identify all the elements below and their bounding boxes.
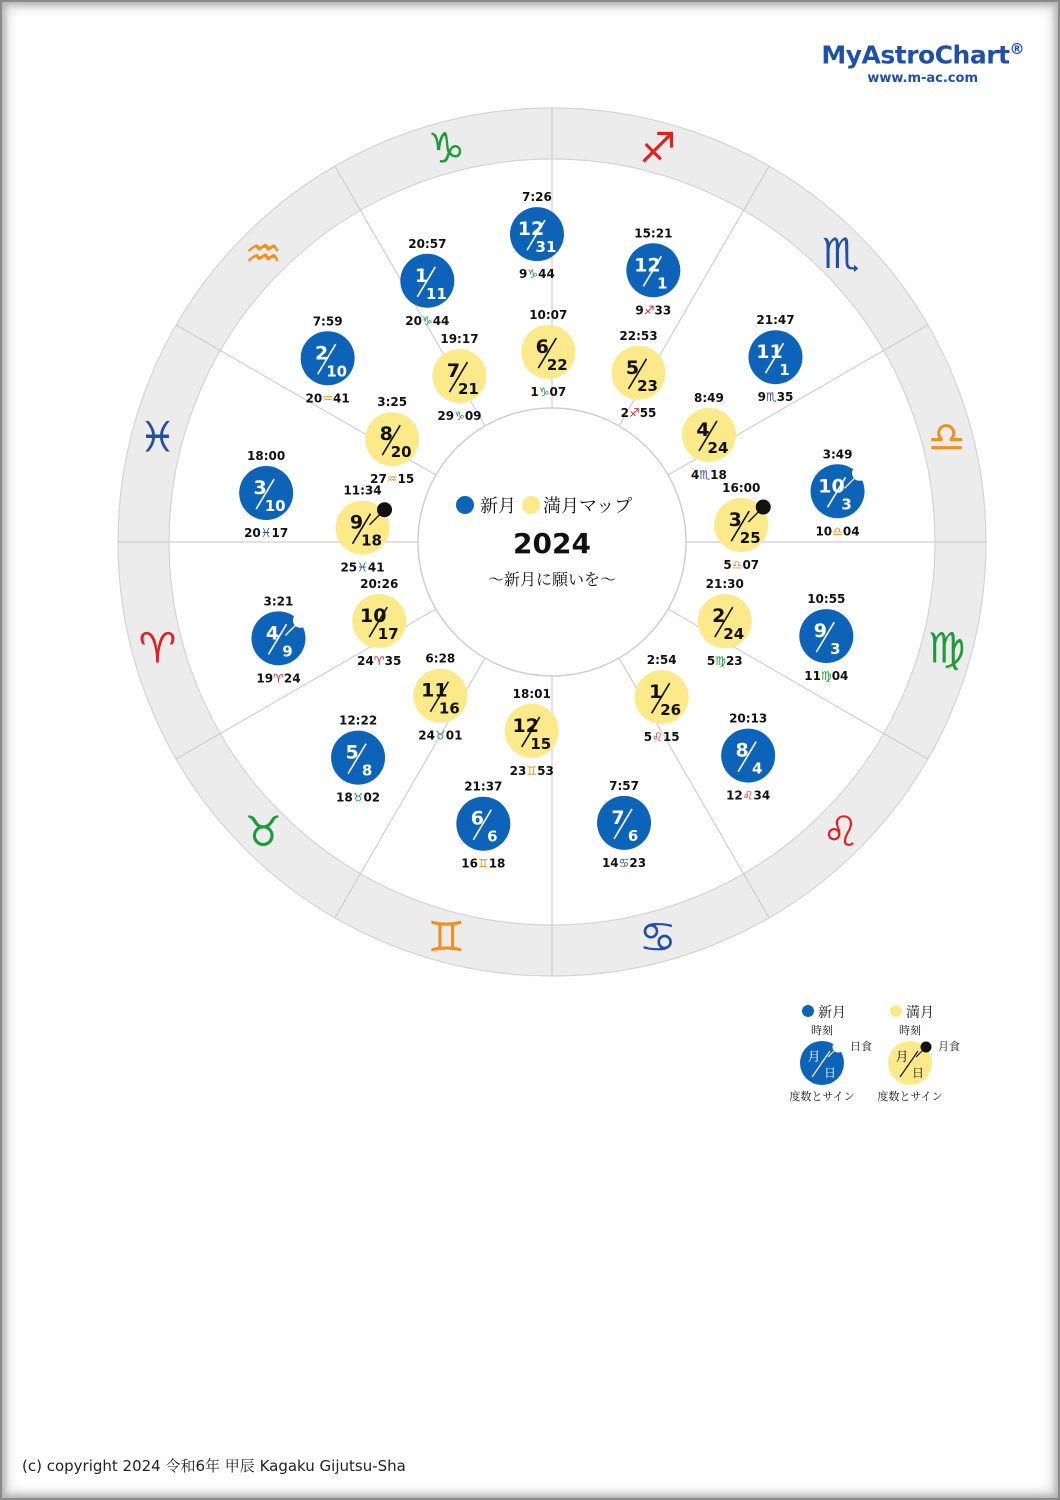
moon-day: 25 — [739, 529, 761, 548]
moon-degree-sign — [405, 314, 449, 328]
moon-degree-sign — [691, 468, 727, 482]
leo-icon: ♌ — [652, 730, 663, 745]
capricorn-icon: ♑ — [421, 313, 433, 328]
moon-time: 22:53 — [619, 328, 658, 343]
moon-degree-sign — [723, 558, 759, 572]
aries-icon: ♈ — [273, 671, 284, 686]
moon-minute: 23 — [629, 855, 647, 870]
moon-day: 11 — [425, 284, 447, 303]
moon-degree-sign — [306, 391, 350, 405]
moon-degree-sign — [461, 857, 505, 871]
moon-day: 23 — [637, 376, 658, 395]
moon-time: 21:47 — [756, 313, 795, 328]
aquarius-icon: ♒ — [386, 472, 398, 487]
moon-month: 6 — [535, 336, 549, 359]
new-moon-3-10[interactable] — [239, 449, 293, 540]
moon-month: 9 — [813, 620, 827, 643]
lunar-eclipse-icon — [377, 502, 392, 517]
aquarius-icon: ♒ — [322, 391, 334, 406]
moon-time: 20:13 — [729, 711, 768, 726]
moon-time: 6:28 — [425, 651, 456, 666]
moon-day: 17 — [377, 625, 399, 644]
moon-month: 7 — [446, 360, 461, 383]
moon-month: 1 — [649, 681, 663, 704]
moon-minute: 33 — [654, 303, 672, 318]
moon-minute: 35 — [776, 390, 794, 405]
virgo-icon: ♍ — [927, 623, 966, 673]
moon-degree-sign — [530, 385, 566, 399]
moon-minute: 01 — [445, 728, 463, 743]
center-new-label: 新月 — [480, 496, 516, 517]
moon-month: 7 — [611, 806, 625, 829]
lunar-eclipse-icon — [756, 500, 771, 515]
new-moon-dot-icon — [456, 496, 474, 514]
moon-time: 20:26 — [360, 577, 399, 592]
moon-time: 3:25 — [377, 395, 408, 410]
moon-minute: 09 — [464, 409, 482, 424]
moon-time: 3:49 — [822, 447, 853, 462]
scorpio-icon: ♏ — [822, 229, 860, 279]
moon-degree: 2 — [620, 405, 629, 420]
moon-degree-sign — [256, 671, 300, 685]
moon-minute: 18 — [710, 467, 727, 482]
moon-minute: 18 — [488, 856, 506, 871]
moon-time: 12:22 — [338, 713, 378, 728]
moon-day: 3 — [841, 495, 852, 514]
moon-degree: 27 — [370, 472, 387, 487]
moon-day: 3 — [830, 640, 841, 659]
taurus-icon: ♉ — [352, 790, 364, 805]
moon-degree-sign — [621, 406, 657, 420]
moon-degree: 20 — [244, 526, 261, 541]
moon-minute: 23 — [725, 654, 743, 669]
moon-month: 11 — [756, 341, 783, 364]
moon-degree: 20 — [405, 313, 422, 328]
moon-degree: 4 — [691, 467, 700, 482]
moon-degree: 25 — [340, 560, 358, 575]
moon-month: 3 — [253, 477, 267, 500]
full-moon-7-21[interactable] — [432, 332, 486, 423]
virgo-icon: ♍ — [715, 654, 726, 669]
moon-time: 3:21 — [263, 594, 294, 609]
moon-degree: 9 — [757, 390, 766, 405]
center-subtitle: 〜新月に願いを〜 — [487, 570, 617, 589]
legend — [789, 1004, 960, 1103]
scorpio-icon: ♏ — [699, 467, 711, 482]
moon-day: 24 — [707, 438, 729, 457]
gemini-icon: ♊ — [427, 912, 466, 962]
gemini-icon: ♊ — [526, 763, 538, 778]
moon-month: 1 — [414, 264, 428, 287]
moon-day: 20 — [390, 443, 412, 462]
legend-time-label: 時刻 — [811, 1024, 833, 1037]
legend-day-label: 日 — [911, 1066, 925, 1080]
legend-lunar-eclipse-icon — [921, 1042, 932, 1053]
capricorn-icon: ♑ — [427, 123, 466, 173]
moon-minute: 44 — [538, 267, 555, 282]
pisces-icon: ♓ — [138, 412, 177, 462]
moon-month: 12 — [634, 254, 661, 277]
moon-degree: 29 — [437, 409, 455, 424]
moon-degree-sign — [340, 561, 384, 575]
moon-degree-sign — [758, 390, 794, 404]
moon-day: 6 — [487, 827, 498, 846]
legend-full-dot-icon — [890, 1005, 902, 1017]
moon-day: 10 — [264, 497, 286, 516]
legend-new-moon — [789, 1005, 872, 1103]
copyright: (c) copyright 2024 令和6年 甲辰 Kagaku Gijutsu-Sha — [22, 1457, 406, 1475]
moon-month: 8 — [735, 739, 749, 762]
full-moon-12-15[interactable] — [505, 687, 559, 778]
libra-icon: ♎ — [927, 412, 966, 462]
legend-eclipse-label: 日食 — [850, 1040, 872, 1053]
logo-title: MyAstroChart® — [821, 40, 1024, 70]
new-moon-6-6[interactable] — [456, 780, 510, 871]
moon-degree: 9 — [519, 267, 528, 282]
moon-month: 3 — [728, 509, 742, 532]
capricorn-icon: ♑ — [538, 385, 550, 400]
moon-minute: 07 — [549, 385, 567, 400]
moon-minute: 15 — [662, 730, 680, 745]
legend-day-label: 日 — [823, 1066, 837, 1080]
moon-month: 8 — [379, 423, 393, 446]
moon-minute: 34 — [753, 788, 771, 803]
moon-degree: 5 — [723, 558, 732, 573]
moon-degree: 10 — [815, 524, 833, 539]
moon-degree-sign — [635, 303, 671, 317]
taurus-icon: ♉ — [244, 806, 282, 856]
moon-degree-sign — [418, 729, 462, 743]
moon-degree-sign — [726, 789, 770, 803]
moon-day: 10 — [326, 362, 348, 381]
aquarius-icon: ♒ — [244, 229, 282, 279]
moon-minute: 15 — [397, 472, 415, 487]
moon-day: 16 — [438, 699, 460, 718]
moon-time: 20:57 — [408, 236, 447, 251]
leo-icon: ♌ — [822, 806, 860, 856]
libra-icon: ♎ — [731, 558, 743, 573]
taurus-icon: ♉ — [434, 728, 446, 743]
moon-day: 8 — [361, 761, 373, 780]
moon-month: 12 — [517, 218, 545, 241]
moon-degree: 24 — [418, 728, 435, 743]
moon-degree-sign — [707, 654, 743, 668]
legend-eclipse-label: 月食 — [938, 1040, 960, 1053]
moon-month: 4 — [696, 418, 710, 441]
moon-time: 2:54 — [646, 653, 677, 668]
virgo-icon: ♍ — [820, 669, 832, 684]
moon-time: 7:26 — [522, 190, 552, 205]
moon-degree: 9 — [635, 303, 644, 318]
legend-new-dot-icon — [802, 1005, 814, 1017]
pisces-icon: ♓ — [357, 560, 368, 575]
libra-icon: ♎ — [832, 524, 843, 539]
solar-eclipse-icon — [293, 613, 308, 628]
moon-month: 6 — [470, 807, 484, 830]
moon-degree: 18 — [335, 790, 353, 805]
legend-degree-label: 度数とサイン — [877, 1090, 943, 1103]
moon-minute: 41 — [367, 560, 385, 575]
legend-month-label: 月 — [895, 1050, 909, 1065]
moon-degree: 12 — [726, 788, 743, 803]
moon-degree: 23 — [509, 763, 527, 778]
legend-full-moon — [877, 1004, 960, 1103]
moon-degree: 5 — [643, 730, 653, 745]
moon-minute: 35 — [384, 654, 402, 669]
cancer-icon: ♋ — [638, 912, 677, 962]
moon-time: 15:21 — [634, 226, 673, 241]
moon-degree-sign — [336, 791, 380, 805]
moon-day: 18 — [361, 531, 382, 550]
moon-month: 10 — [818, 475, 845, 498]
moon-day: 1 — [657, 274, 668, 293]
moon-minute: 04 — [831, 669, 849, 684]
moon-month: 2 — [315, 342, 329, 365]
moon-degree: 5 — [706, 654, 716, 669]
moon-month: 2 — [712, 605, 726, 628]
gemini-icon: ♊ — [477, 856, 489, 871]
moon-month: 5 — [625, 356, 640, 379]
legend-title: 新月 — [818, 1005, 846, 1021]
registered-mark: ® — [1009, 40, 1024, 58]
moon-month: 9 — [349, 511, 364, 534]
moon-month: 12 — [512, 714, 539, 737]
moon-degree-sign — [510, 764, 554, 778]
center-label — [418, 405, 686, 676]
solar-eclipse-icon — [852, 466, 867, 481]
full-moon-10-17[interactable] — [352, 577, 406, 668]
moon-time: 8:49 — [694, 390, 724, 405]
full-moon-dot-icon — [522, 496, 540, 514]
moon-month: 5 — [345, 741, 359, 764]
scorpio-icon: ♏ — [765, 390, 777, 405]
moon-degree: 14 — [601, 855, 619, 870]
moon-time: 16:00 — [722, 481, 761, 496]
new-moon-5-8[interactable] — [331, 714, 385, 805]
moon-day: 4 — [751, 759, 763, 778]
moon-time: 7:59 — [312, 314, 343, 329]
moon-time: 7:57 — [609, 778, 639, 793]
capricorn-icon: ♑ — [454, 409, 465, 424]
center-year: 2024 — [513, 527, 591, 560]
moon-degree-sign — [519, 267, 555, 281]
moon-time: 21:30 — [705, 577, 744, 592]
moon-degree: 24 — [357, 654, 374, 669]
aries-icon: ♈ — [373, 654, 385, 669]
legend-time-label: 時刻 — [899, 1024, 921, 1037]
moon-degree: 1 — [530, 385, 539, 400]
moon-degree: 16 — [461, 856, 478, 871]
cancer-icon: ♋ — [618, 855, 630, 870]
moon-day: 31 — [535, 238, 557, 257]
sagittarius-icon: ♐ — [628, 405, 640, 420]
center-full-label: 満月マップ — [543, 496, 633, 517]
moon-day: 15 — [530, 734, 552, 753]
moon-time: 21:37 — [464, 779, 503, 794]
new-moon-8-4[interactable] — [721, 712, 775, 803]
moon-day: 9 — [282, 642, 293, 661]
moon-day: 24 — [723, 625, 745, 644]
moon-time: 10:07 — [529, 308, 568, 323]
moon-day: 26 — [660, 701, 682, 720]
moon-degree-sign — [815, 524, 859, 538]
moon-day: 1 — [779, 361, 790, 380]
sagittarius-icon: ♐ — [643, 303, 655, 318]
moon-minute: 53 — [537, 763, 554, 778]
capricorn-icon: ♑ — [527, 267, 539, 282]
moon-degree-sign — [357, 654, 401, 668]
logo-url[interactable]: www.m-ac.com — [867, 71, 979, 87]
legend-solar-eclipse-icon — [833, 1042, 844, 1053]
new-moon-1-11[interactable] — [400, 237, 454, 328]
moon-time: 10:55 — [807, 592, 846, 607]
moon-day: 6 — [627, 826, 639, 845]
legend-month-label: 月 — [807, 1050, 821, 1065]
moon-minute: 17 — [271, 526, 289, 541]
moon-minute: 55 — [639, 405, 657, 420]
moon-month: 11 — [421, 679, 448, 702]
moon-time: 18:01 — [512, 686, 551, 701]
moon-minute: 24 — [283, 671, 301, 686]
pisces-icon: ♓ — [260, 526, 272, 541]
moon-minute: 44 — [432, 313, 450, 328]
legend-title: 満月 — [906, 1005, 934, 1021]
moon-minute: 07 — [742, 558, 760, 573]
moon-time: 18:00 — [247, 449, 286, 464]
moon-degree-sign — [644, 730, 680, 744]
moon-degree: 11 — [804, 669, 821, 684]
moon-month: 4 — [265, 622, 280, 645]
moon-degree-sign — [602, 856, 646, 870]
moon-month: 10 — [359, 605, 387, 628]
moon-degree-sign — [437, 409, 481, 423]
sagittarius-icon: ♐ — [638, 123, 677, 173]
new-moon-9-3[interactable] — [799, 592, 853, 683]
legend-degree-label: 度数とサイン — [789, 1090, 855, 1103]
moon-minute: 02 — [363, 790, 381, 805]
moon-time: 11:34 — [343, 483, 382, 498]
moon-degree-sign — [804, 669, 848, 683]
moon-minute: 41 — [333, 391, 350, 406]
leo-icon: ♌ — [742, 788, 754, 803]
moon-minute: 04 — [842, 524, 860, 539]
moon-degree: 20 — [305, 391, 323, 406]
moon-degree: 19 — [256, 671, 274, 686]
aries-icon: ♈ — [138, 623, 177, 673]
moon-day: 21 — [458, 380, 479, 399]
moon-time: 19:17 — [440, 332, 479, 347]
moon-degree-sign — [244, 526, 288, 540]
moon-day: 22 — [546, 356, 568, 375]
